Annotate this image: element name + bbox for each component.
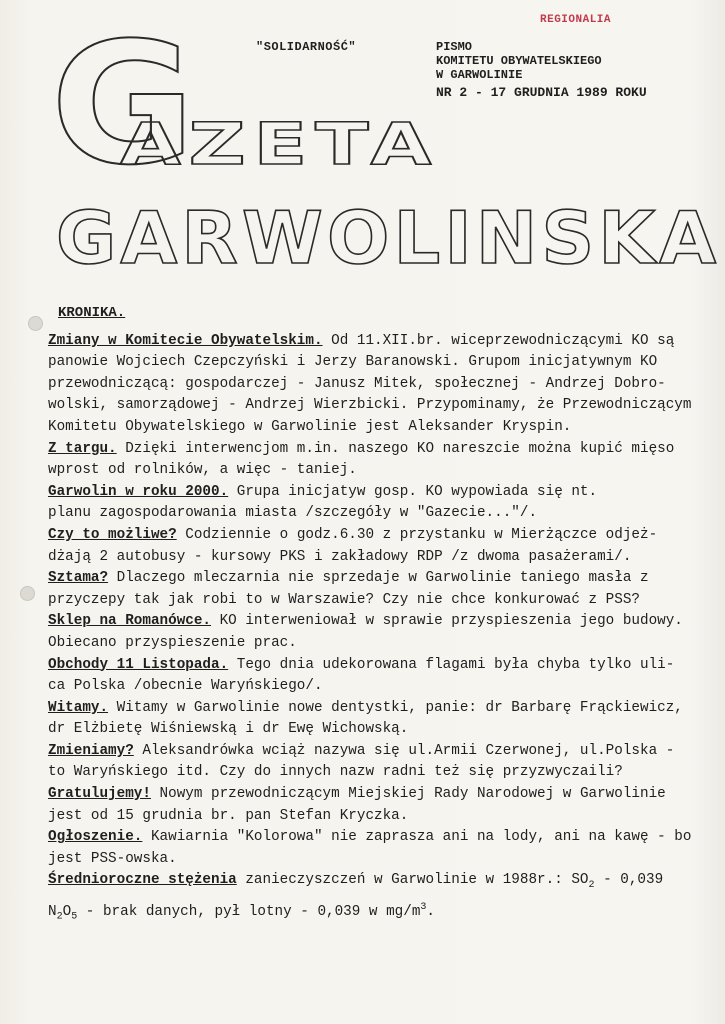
news-entry (48, 482, 698, 525)
news-entry (48, 611, 698, 654)
publisher-line: PISMO (436, 40, 473, 54)
masthead-line-2: GARWOLINSKA (56, 196, 721, 280)
entry-heading: Obchody 11 Listopada. (48, 656, 229, 673)
news-entry (48, 525, 698, 568)
punch-hole (28, 316, 43, 331)
issue-number: NR 2 - 17 GRUDNIA 1989 ROKU (436, 85, 647, 100)
entry-text: Codziennie o godz.6.30 z przystanku w Mierżączce odjeż- (176, 526, 658, 543)
entry-text: Dzięki interwencjom m.in. naszego KO nareszcie można kupić mięso (116, 440, 675, 457)
news-entry (48, 741, 698, 784)
entry-text: KO interweniował w sprawie przyspieszenia jego budowy. (211, 613, 683, 630)
section-title: KRONIKA. (58, 305, 126, 321)
entry-heading: Sztama? (48, 570, 109, 587)
superscript: 3 (420, 901, 427, 913)
entry-heading: Zmiany w Komitecie Obywatelskim. (48, 332, 323, 349)
publisher-line: W GARWOLINIE (436, 68, 523, 82)
masthead-initial: G (50, 6, 196, 202)
punch-hole (20, 586, 35, 601)
article-body (48, 303, 698, 928)
solidarnosc-label: "SOLIDARNOŚĆ" (256, 40, 357, 54)
subscript: 5 (71, 911, 78, 923)
news-entry (48, 784, 698, 827)
entry-text: Od 11.XII.br. wiceprzewodniczącymi KO są (322, 332, 675, 349)
entry-text: Tego dnia udekorowana flagami była chyba tylko uli- (228, 656, 675, 673)
entry-text: to Waryńskiego itd. Czy do innych nazw radni też się przyzwyczaili? (48, 764, 623, 781)
entry-text: ca Polska /obecnie Waryńskiego/. (48, 678, 323, 695)
publisher-line: KOMITETU OBYWATELSKIEGO (436, 54, 602, 68)
entry-text: Aleksandrówka wciąż nazywa się ul.Armii Czerwonej, ul.Polska - (133, 742, 675, 759)
regionalia-stamp: REGIONALIA (540, 14, 612, 26)
entry-heading: Garwolin w roku 2000. (48, 483, 229, 500)
entry-heading: Sklep na Romanówce. (48, 613, 212, 630)
entry-text: jest PSS-owska. (48, 850, 177, 867)
entry-text: przyczepy tak jak robi to w Warszawie? Czy nie chce konkurować z PSS? (48, 591, 640, 608)
entry-heading: Średnioroczne stężenia (48, 872, 237, 889)
entry-text: zanieczyszczeń w Garwolinie w 1988r.: SO (236, 872, 589, 889)
entry-text: panowie Wojciech Czepczyński i Jerzy Baranowski. Grupom inicjatywnym KO (48, 354, 658, 371)
subscript: 2 (588, 880, 595, 892)
entry-heading: Witamy. (48, 699, 109, 716)
masthead-line-1: AZETA (120, 110, 440, 178)
entry-text: dżają 2 autobusy - kursowy PKS i zakładowy RDP /z dwoma pasażerami/. (48, 548, 632, 565)
entry-text: Grupa inicjatyw gosp. KO wypowiada się nt. (228, 483, 598, 500)
entry-heading: Z targu. (48, 440, 117, 457)
news-entry-pollution (48, 870, 698, 928)
entry-text: Witamy w Garwolinie nowe dentystki, panie: dr Barbarę Frąckiewicz, (108, 699, 683, 716)
publisher-block (436, 40, 647, 100)
entry-text: Obiecano przyspieszenie prac. (48, 634, 297, 651)
entry-heading: Zmieniamy? (48, 742, 134, 759)
entry-text: wolski, samorządowej - Andrzej Wierzbicki. Przypominamy, że Przewodniczącym (48, 397, 692, 414)
news-entry (48, 568, 698, 611)
entry-text: Komitetu Obywatelskiego w Garwolinie jest Aleksander Kryspin. (48, 418, 572, 435)
entry-text: - brak danych, pył lotny - 0,039 w mg/m (77, 903, 421, 920)
news-entry (48, 439, 698, 482)
entry-heading: Czy to możliwe? (48, 526, 177, 543)
entry-text: Dlaczego mleczarnia nie sprzedaje w Garwolinie taniego masła z (108, 570, 649, 587)
entry-text: . (426, 903, 436, 920)
entry-text: planu zagospodarowania miasta /szczegóły w "Gazecie..."/. (48, 505, 538, 522)
news-entry (48, 655, 698, 698)
entry-text: dr Elżbietę Wiśniewską i dr Ewę Wichowską. (48, 721, 409, 738)
entry-text: Nowym przewodniczącym Miejskiej Rady Narodowej w Garwolinie (150, 786, 666, 803)
news-entry (48, 827, 698, 870)
entry-text: - 0,039 (594, 872, 664, 889)
news-entry (48, 331, 698, 439)
entry-heading: Gratulujemy! (48, 786, 151, 803)
entry-text: N (48, 903, 57, 920)
entry-text: jest od 15 grudnia br. pan Stefan Kryczka. (48, 807, 409, 824)
subscript: 2 (56, 911, 63, 923)
entry-heading: Ogłoszenie. (48, 829, 143, 846)
entry-text: przewodniczącą: gospodarczej - Janusz Mitek, społecznej - Andrzej Dobro- (48, 375, 666, 392)
entry-text: O (62, 903, 72, 920)
entry-text: wprost od rolników, a więc - taniej. (48, 462, 357, 479)
entry-text: Kawiarnia "Kolorowa" nie zaprasza ani na lody, ani na kawę - bo (142, 829, 692, 846)
news-entry (48, 698, 698, 741)
